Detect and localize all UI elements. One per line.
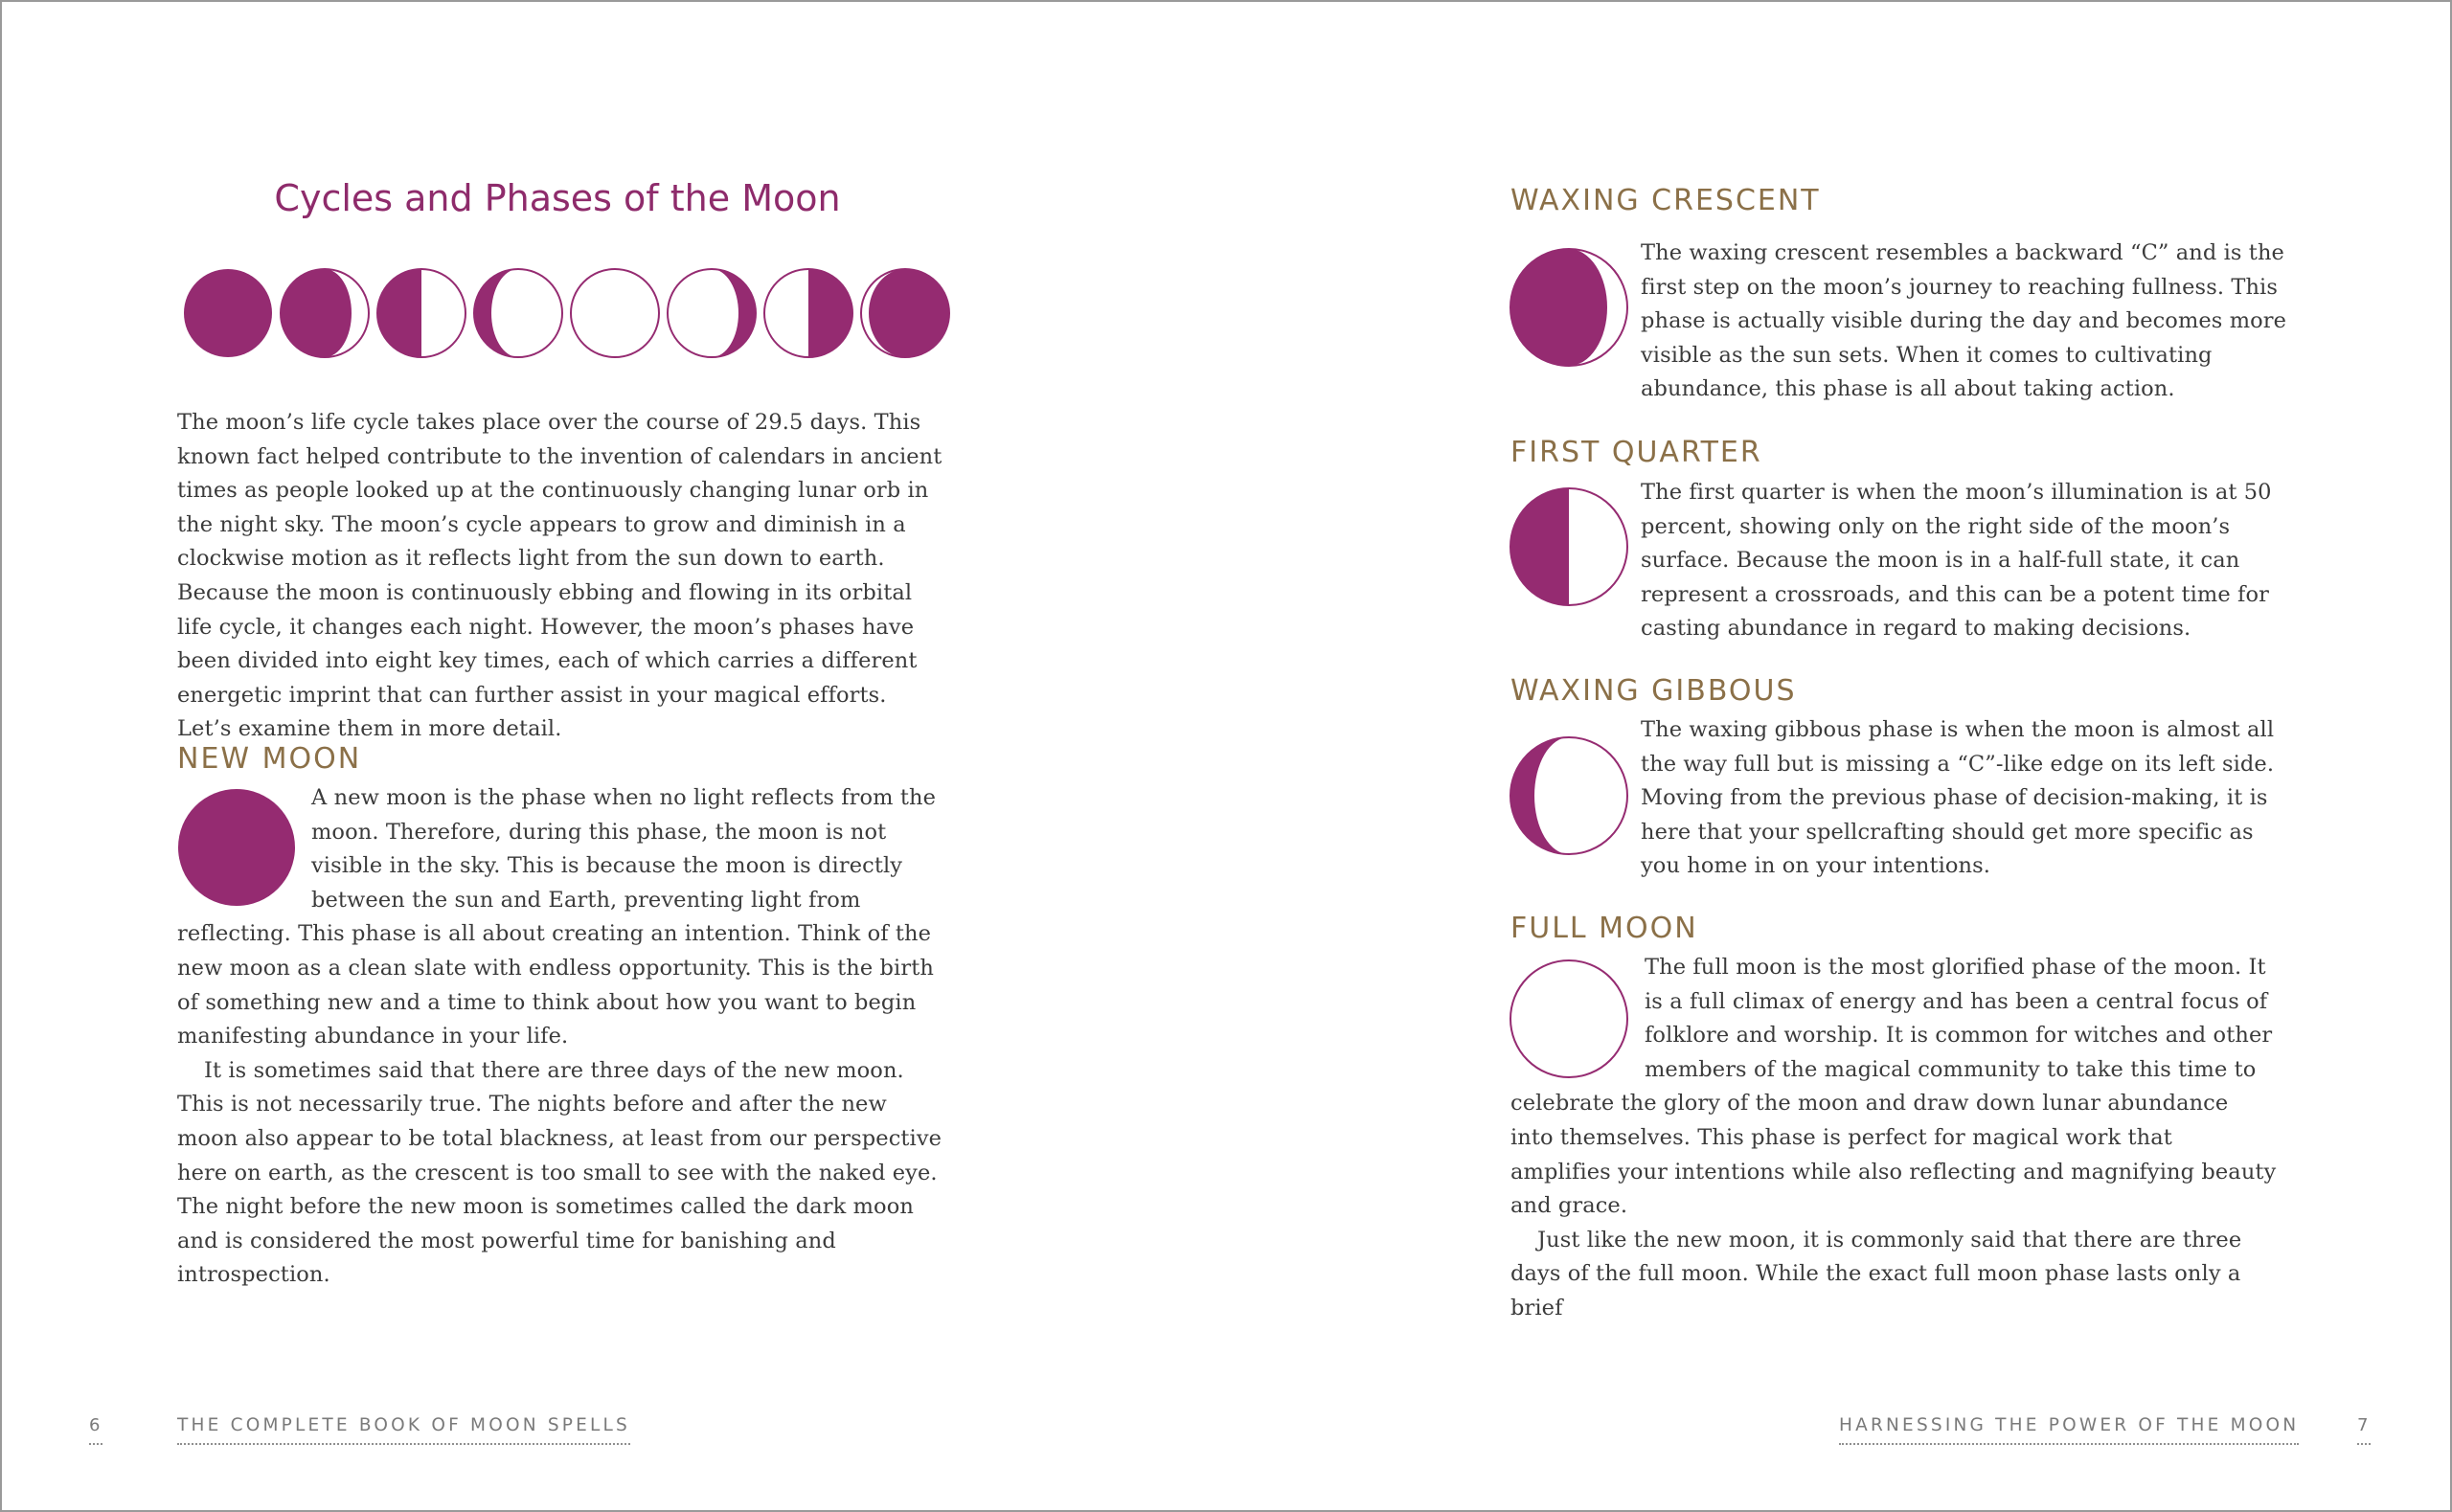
- first-quarter-text: The first quarter is when the moon’s illumination is at 50 percent, showing only on the right side of the moon’s surface. Because the moon is in a half-full state, it can represent a crossroads, and this can be a potent time for casting abundance in regard to making decisions.: [1641, 480, 2272, 642]
- phase-full-moon-icon: [571, 269, 659, 357]
- right-running-head-text: HARNESSING THE POWER OF THE MOON: [1839, 1415, 2299, 1445]
- full-moon-icon: [1509, 959, 1629, 1079]
- phase-new-moon-icon: [184, 269, 272, 357]
- left-page-number: [89, 1415, 102, 1445]
- right-page-number-text: 7: [2357, 1415, 2369, 1435]
- new-moon-heading: NEW MOON: [177, 742, 362, 776]
- waxing-gibbous-heading: WAXING GIBBOUS: [1510, 674, 1797, 708]
- waxing-crescent-heading: WAXING CRESCENT: [1510, 184, 1821, 217]
- phase-gibbous-right-shadow-icon: [668, 269, 756, 357]
- left-page-number-text: 6: [89, 1415, 101, 1435]
- left-running-head: [177, 1415, 630, 1435]
- new-moon-paragraph-1: A new moon is the phase when no light reflects from the moon. Therefore, during this phase, the moon is not visible in the sky. This is because the moon is directly between the sun and Earth, preventing light from reflecting. This phase is all about creating an intention. Think of the new moon as a clean slate with endless opportunity. This is the birth of something new and a time to think about how you want to begin manifesting abundance in your life.: [177, 785, 937, 1049]
- right-running-head: [1839, 1415, 2299, 1435]
- right-page-number: [2357, 1415, 2371, 1445]
- phase-first-quarter-shadow-icon: [377, 269, 465, 357]
- first-quarter-icon: [1509, 486, 1629, 607]
- left-running-head-text: THE COMPLETE BOOK OF MOON SPELLS: [177, 1415, 630, 1445]
- waxing-crescent-text: The waxing crescent resembles a backward “C” and is the first step on the moon’s journey to reaching fullness. This phase is actually visible during the day and becomes more visible as the sun sets. When it comes to cultivating abundance, this phase is all about taking action.: [1641, 240, 2287, 402]
- waxing-crescent-icon: [1509, 247, 1629, 368]
- page-title: Cycles and Phases of the Moon: [274, 177, 841, 219]
- waxing-gibbous-text: The waxing gibbous phase is when the moon is almost all the way full but is missing a “C”-like edge on its left side. Moving from the previous phase of decision-making, it is here that your spellcrafting should get more specific as you home in on your intentions.: [1641, 717, 2275, 879]
- new-moon-icon: [177, 788, 296, 907]
- phase-last-quarter-shadow-icon: [764, 269, 852, 357]
- phase-gibbous-shadow-icon: [474, 269, 562, 357]
- full-moon-paragraph-2: Just like the new moon, it is commonly said that there are three days of the full moon. While the exact full moon phase lasts only a brief: [1510, 1227, 2242, 1320]
- phase-crescent-right-shadow-icon: [861, 269, 949, 357]
- full-moon-section: [1510, 951, 2277, 1326]
- full-moon-heading: FULL MOON: [1510, 912, 1698, 945]
- new-moon-paragraph-2: It is sometimes said that there are three days of the new moon. This is not necessarily true. The nights before and after the new moon also appear to be total blackness, at least from our perspective here on earth, as the crescent is too small to see with the naked eye. The night before the new moon is sometimes called the dark moon and is considered the most powerful time for banishing and introspection.: [177, 1057, 942, 1288]
- first-quarter-heading: FIRST QUARTER: [1510, 436, 1762, 469]
- new-moon-section: [177, 781, 943, 1293]
- waxing-gibbous-icon: [1509, 735, 1629, 856]
- phase-waning-crescent-shadow-icon: [281, 269, 369, 357]
- intro-paragraph: The moon’s life cycle takes place over the course of 29.5 days. This known fact helped contribute to the invention of calendars in ancient times as people looked up at the continuously changing lunar orb in the night sky. The moon’s cycle appears to grow and diminish in a clockwise motion as it reflects light from the sun down to earth. Because the moon is continuously ebbing and flowing in its orbital life cycle, it changes each night. However, the moon’s phases have been divided into eight key times, each of which carries a different energetic imprint that can further assist in your magical efforts. Let’s examine them in more detail.: [177, 410, 942, 742]
- moon-phases-strip: [180, 265, 954, 361]
- full-moon-paragraph-1: The full moon is the most glorified phase of the moon. It is a full climax of energy and has been a central focus of folklore and worship. It is common for witches and other members of the magical community to take this time to celebrate the glory of the moon and draw down lunar abundance into themselves. This phase is perfect for magical work that amplifies your intentions while also reflecting and magnifying beauty and grace.: [1510, 955, 2277, 1219]
